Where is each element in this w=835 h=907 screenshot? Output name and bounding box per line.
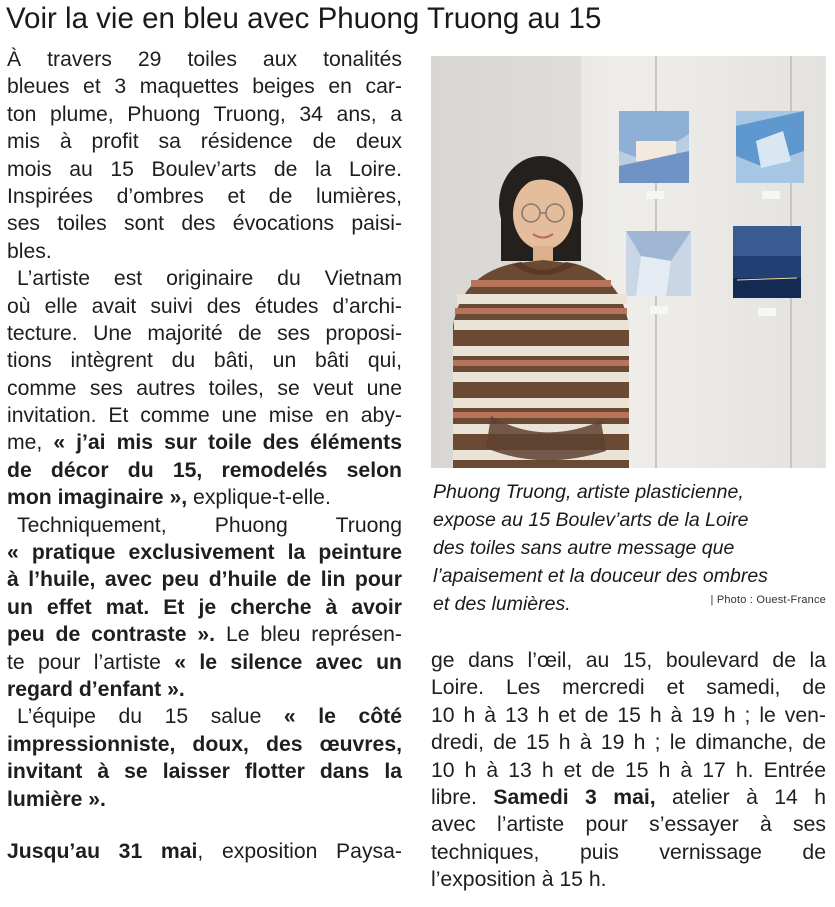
photo-credit: | Photo : Ouest-France — [710, 594, 826, 606]
text-run: invitation. Et comme une mise en aby- — [7, 404, 402, 428]
text-line — [7, 402, 402, 429]
text-line — [7, 347, 402, 374]
text-run: 10 h à 13 h et de 15 h à 17 h. Entrée — [431, 758, 826, 782]
text-line — [7, 731, 402, 758]
text-run: Inspirées d’ombres et de lumières, — [7, 184, 402, 208]
text-run: te pour l’artiste — [7, 650, 175, 674]
text-line — [7, 73, 402, 100]
text-line — [7, 594, 402, 621]
painting-bottom-left — [626, 231, 691, 296]
text-run: tecture. Une majorité de ses proposi- — [7, 321, 402, 345]
caption-line: Phuong Truong, artiste plasticienne, — [433, 481, 744, 503]
paragraph-gap — [7, 813, 402, 838]
bold-text: « j’ai mis sur toile des éléments — [53, 431, 402, 455]
text-line — [7, 210, 402, 237]
text-line — [7, 786, 402, 813]
bold-text: « pratique exclusivement la peinture — [7, 541, 402, 565]
text-line — [7, 566, 402, 593]
text-line — [7, 238, 402, 265]
text-run: bles. — [7, 239, 52, 263]
text-line — [7, 101, 402, 128]
text-run: Techniquement, Phuong Truong — [17, 513, 402, 537]
text-line — [431, 702, 826, 729]
text-run: dredi, de 15 h à 19 h ; le dimanche, de — [431, 731, 826, 755]
bold-text: peu de contraste ». — [7, 623, 226, 647]
text-run: me, — [7, 431, 54, 455]
bold-text: Samedi 3 mai, — [493, 785, 656, 809]
caption-line — [433, 590, 826, 618]
text-line — [431, 674, 826, 701]
text-line — [7, 649, 402, 676]
painting-top-left — [619, 111, 689, 183]
text-line — [7, 429, 402, 456]
text-line — [7, 183, 402, 210]
text-line — [7, 676, 402, 703]
text-line — [7, 128, 402, 155]
text-line — [7, 265, 402, 292]
caption-line: expose au 15 Boulev’arts de la Loire — [433, 509, 749, 531]
caption-text: et des lumières. — [433, 593, 571, 615]
photo-caption — [433, 478, 826, 618]
text-run: , exposition Paysa- — [197, 839, 402, 863]
text-run: mis à profit sa résidence de deux — [7, 130, 402, 154]
text-run: l’exposition à 15 h. — [431, 868, 607, 892]
text-run: atelier à 14 h — [655, 785, 826, 809]
text-line — [431, 647, 826, 674]
artist-photo — [431, 56, 826, 468]
bold-text: impressionniste, doux, des œuvres, — [7, 732, 402, 756]
text-line — [7, 484, 402, 511]
painting-label — [762, 191, 780, 199]
caption-line: des toiles sans autre message que — [433, 537, 735, 559]
bold-text: « le silence avec un — [174, 650, 402, 674]
text-run: techniques, puis vernissage de — [431, 840, 826, 864]
text-run: L’équipe du 15 salue — [17, 705, 284, 729]
bold-text: mon imaginaire », — [7, 486, 194, 510]
text-run: comme ses autres toiles, se veut une — [7, 376, 402, 400]
bold-text: de décor du 15, remodelés selon — [7, 458, 402, 482]
bold-text: Jusqu’au 31 mai — [7, 839, 198, 863]
text-run: bleues et 3 maquettes beiges en car- — [7, 75, 402, 99]
text-line — [7, 703, 402, 730]
text-run: explique-t-elle. — [193, 486, 331, 510]
text-run: ton plume, Phuong Truong, 34 ans, a — [7, 102, 402, 126]
text-line — [7, 838, 402, 865]
text-run: L’artiste est originaire du Vietnam — [17, 267, 402, 291]
text-line — [7, 457, 402, 484]
text-run: Loire. Les mercredi et samedi, de — [431, 676, 826, 700]
text-run: À travers 29 toiles aux tonalités — [7, 48, 402, 71]
text-run: mois au 15 Boulev’arts de la Loire. — [7, 157, 402, 181]
text-line — [431, 866, 826, 893]
text-line — [7, 375, 402, 402]
text-run: 10 h à 13 h et de 15 h à 19 h ; le ven- — [431, 703, 826, 727]
painting-label — [758, 308, 776, 316]
text-run: tions intègrent du bâti, un bâti qui, — [7, 349, 402, 373]
text-run: libre. — [431, 785, 494, 809]
artist-photo-illustration — [431, 56, 826, 468]
text-line — [431, 839, 826, 866]
text-run: ses toiles sont des évocations paisi- — [7, 212, 402, 236]
text-line — [7, 539, 402, 566]
text-line — [7, 46, 402, 73]
bold-text: un effet mat. Et je cherche à avoir — [7, 595, 402, 619]
article-title: Voir la vie en bleu avec Phuong Truong au 15 — [6, 2, 602, 35]
bold-text: « le côté — [283, 705, 403, 729]
text-line — [7, 156, 402, 183]
article-body-right-column — [431, 647, 826, 894]
text-run: avec l’artiste pour s’essayer à ses — [431, 813, 826, 837]
bold-text: regard d’enfant ». — [7, 677, 185, 701]
text-run: ge dans l’œil, au 15, boulevard de la — [431, 649, 826, 672]
text-line — [431, 729, 826, 756]
painting-top-right — [736, 111, 804, 183]
text-line — [7, 293, 402, 320]
text-run: Le bleu représen- — [225, 623, 402, 647]
text-line — [7, 512, 402, 539]
caption-line: l’apaisement et la douceur des ombres — [433, 565, 768, 587]
text-line — [7, 320, 402, 347]
painting-label — [650, 306, 668, 314]
text-line — [7, 621, 402, 648]
text-line — [431, 757, 826, 784]
article-body-left-column — [7, 46, 402, 865]
painting-bottom-right — [733, 226, 801, 298]
text-line — [7, 758, 402, 785]
text-run: où elle avait suivi des études d’archi- — [7, 294, 402, 318]
bold-text: invitant à se laisser flotter dans la — [7, 760, 402, 784]
text-line — [431, 811, 826, 838]
bold-text: à l’huile, avec peu d’huile de lin pour — [7, 568, 402, 592]
painting-label — [646, 191, 664, 199]
bold-text: lumière ». — [7, 787, 106, 811]
text-line — [431, 784, 826, 811]
